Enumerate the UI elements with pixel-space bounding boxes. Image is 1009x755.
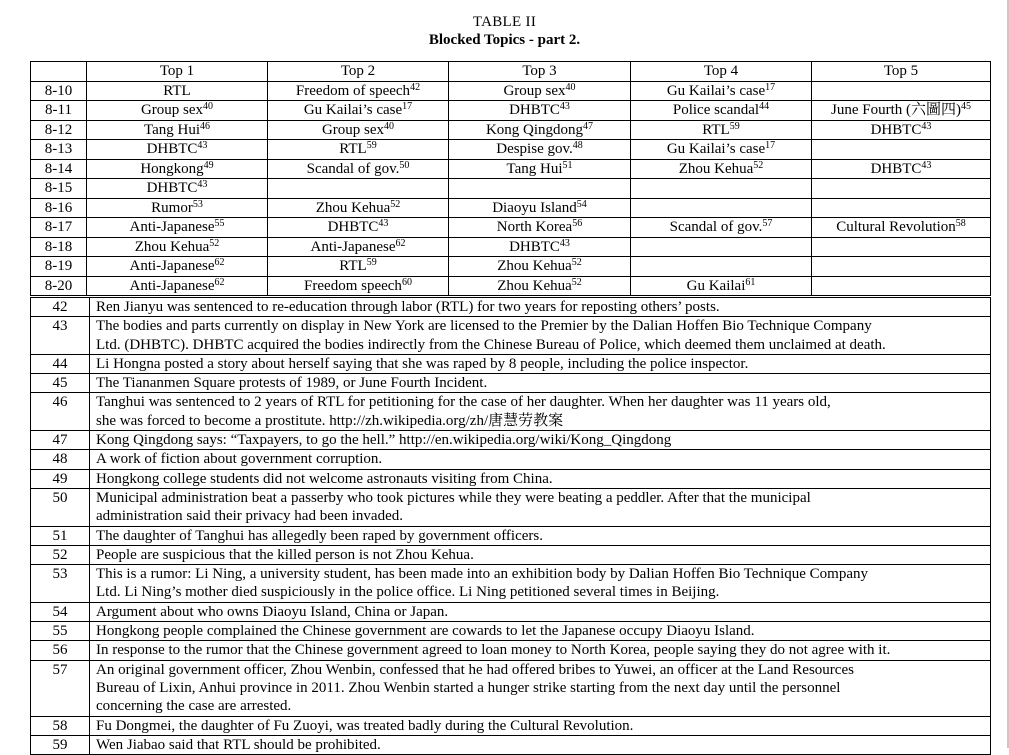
topic-cell	[631, 276, 812, 296]
footnote-row	[31, 488, 991, 526]
topic-text: Diaoyu Island	[492, 199, 577, 216]
footnote-ref: 46	[200, 120, 211, 132]
footnote-ref: 40	[565, 81, 576, 93]
topic-cell	[87, 276, 268, 296]
footnote-ref: 57	[762, 218, 773, 230]
table-label: TABLE II	[472, 14, 537, 30]
topic-cell	[268, 276, 449, 296]
footnote-ref: 62	[214, 257, 225, 269]
footnote-number: 58	[31, 716, 90, 735]
date-cell: 8-19	[31, 257, 87, 277]
topic-text: Group sex	[503, 82, 566, 99]
footnote-ref: 43	[921, 120, 932, 132]
footnote-line: The bodies and parts currently on display in New York are licensed to the Premier by the Dalian Hoffen Bio Technique Company	[96, 318, 872, 335]
footnote-line: she was forced to become a prostitute. http://zh.wikipedia.org/zh/唐慧劳教案	[96, 412, 564, 429]
topic-cell	[812, 179, 991, 199]
topic-cell	[631, 218, 812, 238]
date-cell: 8-13	[31, 140, 87, 160]
footnote-ref: 53	[192, 198, 203, 210]
footnote-row	[31, 545, 991, 564]
topic-text: Tang Hui	[506, 160, 563, 177]
topic-text: DHBTC	[146, 180, 198, 197]
date-cell: 8-15	[31, 179, 87, 199]
footnote-ref: 59	[729, 120, 740, 132]
topic-cell	[449, 198, 631, 218]
footnote-text	[90, 469, 991, 488]
topic-text: Zhou Kehua	[497, 258, 572, 275]
footnote-line: This is a rumor: Li Ning, a university student, has been made into an exhibition body by Dalian Hoffen Bio Technique Company	[96, 566, 869, 583]
footnote-row	[31, 298, 991, 317]
topic-text: DHBTC	[870, 160, 922, 177]
date-cell: 8-14	[31, 159, 87, 179]
footnote-row	[31, 565, 991, 603]
table-row	[31, 81, 991, 101]
footnote-number: 50	[31, 488, 90, 526]
footnote-ref: 52	[753, 159, 764, 171]
footnote-line: Ltd. (DHBTC). DHBTC acquired the bodies indirectly from the Chinese Bureau of Police, which deemed them unclaimed at death.	[96, 336, 886, 353]
footnote-text	[90, 374, 991, 393]
footnote-row	[31, 660, 991, 716]
topic-cell	[449, 257, 631, 277]
topic-text: DHBTC	[509, 102, 560, 119]
footnote-ref: 43	[378, 218, 389, 230]
footnote-ref: 43	[197, 140, 208, 152]
footnote-ref: 56	[572, 218, 583, 230]
topic-text: Gu Kailai’s case	[666, 82, 766, 99]
footnote-ref: 59	[366, 257, 377, 269]
footnote-number: 52	[31, 545, 90, 564]
topic-text: Despise gov.	[496, 141, 573, 158]
topic-text: Anti-Japanese	[129, 219, 215, 236]
footnote-row	[31, 735, 991, 754]
date-cell: 8-10	[31, 81, 87, 101]
table-row	[31, 276, 991, 296]
table-row	[31, 101, 991, 121]
topic-text: June Fourth (六圖四)	[831, 102, 961, 119]
topic-text: RTL	[702, 121, 730, 138]
table-row	[31, 159, 991, 179]
footnote-text	[90, 317, 991, 355]
topic-cell	[87, 140, 268, 160]
footnote-ref: 43	[559, 237, 570, 249]
date-cell: 8-18	[31, 237, 87, 257]
topic-cell	[268, 237, 449, 257]
footnote-ref: 52	[209, 237, 220, 249]
footnote-ref: 59	[366, 140, 377, 152]
topic-text: Freedom speech	[304, 277, 402, 294]
topic-text: North Korea	[496, 219, 573, 236]
topic-text: RTL	[339, 141, 367, 158]
topic-cell	[449, 276, 631, 296]
topic-cell	[631, 140, 812, 160]
date-cell: 8-11	[31, 101, 87, 121]
footnote-ref: 48	[572, 140, 583, 152]
footnote-ref: 50	[399, 159, 410, 171]
topic-cell	[268, 120, 449, 140]
footnote-row	[31, 716, 991, 735]
footnote-text	[90, 450, 991, 469]
topic-cell	[449, 237, 631, 257]
footnote-row	[31, 469, 991, 488]
footnote-line: Hongkong people complained the Chinese government are cowards to let the Japanese occupy Diaoyu Island.	[96, 623, 755, 640]
topic-cell	[812, 140, 991, 160]
topic-cell	[87, 179, 268, 199]
footnote-text	[90, 660, 991, 716]
topic-text: Zhou Kehua	[678, 160, 754, 177]
footnote-number: 45	[31, 374, 90, 393]
topic-cell	[268, 101, 449, 121]
topic-cell	[449, 159, 631, 179]
footnote-text	[90, 354, 991, 373]
footnote-text	[90, 298, 991, 317]
footnote-row	[31, 393, 991, 431]
table-title: Blocked Topics - part 2.	[428, 32, 581, 48]
topic-text: DHBTC	[870, 121, 922, 138]
footnote-ref: 55	[214, 218, 225, 230]
topic-cell	[87, 237, 268, 257]
footnote-line: Bureau of Lixin, Anhui province in 2011. Zhou Wenbin started a hunger strike starting from the next day until the personnel	[96, 679, 841, 696]
topic-text: Gu Kailai’s case	[666, 141, 766, 158]
footnote-ref: 52	[390, 198, 401, 210]
footnote-number: 46	[31, 393, 90, 431]
footnote-ref: 51	[562, 159, 573, 171]
topic-text: Rumor	[151, 199, 193, 216]
footnote-ref: 47	[583, 120, 594, 132]
footnote-number: 56	[31, 641, 90, 660]
table-row	[31, 179, 991, 199]
topic-cell	[631, 159, 812, 179]
table-row	[31, 257, 991, 277]
footnote-row	[31, 317, 991, 355]
footnote-text	[90, 716, 991, 735]
topic-cell	[449, 120, 631, 140]
footnote-ref: 43	[559, 101, 570, 113]
footnote-number: 53	[31, 565, 90, 603]
topic-cell	[449, 218, 631, 238]
footnote-row	[31, 526, 991, 545]
topic-cell	[268, 159, 449, 179]
topic-text: Police scandal	[672, 102, 760, 119]
footnote-row	[31, 450, 991, 469]
topic-cell	[268, 218, 449, 238]
footnote-ref: 17	[765, 140, 776, 152]
footnote-number: 54	[31, 602, 90, 621]
table-row	[31, 120, 991, 140]
footnote-row	[31, 641, 991, 660]
footnotes-table	[30, 297, 991, 755]
footnote-line: Fu Dongmei, the daughter of Fu Zuoyi, was treated badly during the Cultural Revolution.	[96, 717, 634, 734]
footnote-ref: 43	[921, 159, 932, 171]
date-cell: 8-12	[31, 120, 87, 140]
footnote-text	[90, 545, 991, 564]
topic-text: Tang Hui	[143, 121, 201, 138]
footnote-line: People are suspicious that the killed person is not Zhou Kehua.	[96, 546, 474, 563]
topic-text: Hongkong	[140, 160, 204, 177]
topic-text: DHBTC	[146, 141, 198, 158]
topic-text: Scandal of gov.	[669, 219, 763, 236]
footnote-text	[90, 526, 991, 545]
footnote-text	[90, 641, 991, 660]
topic-cell	[87, 101, 268, 121]
topic-cell	[631, 120, 812, 140]
topic-text: Freedom of speech	[295, 82, 411, 99]
footnote-line: Municipal administration beat a passerby who took pictures while they were beating a peddler. After that the municipal	[96, 489, 811, 506]
topic-text: Gu Kailai’s case	[303, 102, 403, 119]
topic-cell	[87, 198, 268, 218]
footnote-text	[90, 622, 991, 641]
topic-cell	[631, 257, 812, 277]
table-row	[31, 218, 991, 238]
footnote-line: Ren Jianyu was sentenced to re-education through labor (RTL) for two years for reposting others’ posts.	[96, 299, 720, 315]
topic-cell	[631, 198, 812, 218]
topic-text: DHBTC	[327, 219, 379, 236]
topic-text: Gu Kailai	[686, 277, 746, 294]
footnote-ref: 54	[576, 198, 587, 210]
footnote-line: Argument about who owns Diaoyu Island, China or Japan.	[96, 603, 449, 620]
footnote-line: Tanghui was sentenced to 2 years of RTL for petitioning for the case of her daughter. When her daughter was 11 years old,	[96, 394, 831, 411]
footnote-number: 43	[31, 317, 90, 355]
topic-text: Kong Qingdong	[485, 121, 584, 138]
footnote-ref: 17	[402, 101, 413, 113]
footnote-ref: 43	[197, 179, 208, 191]
topic-cell	[449, 101, 631, 121]
footnote-number: 42	[31, 298, 90, 317]
topic-cell	[812, 159, 991, 179]
footnote-line: Li Hongna posted a story about herself saying that she was raped by 8 people, including the police inspector.	[96, 355, 749, 372]
footnote-ref: 17	[765, 81, 776, 93]
topic-cell	[812, 120, 991, 140]
date-cell: 8-17	[31, 218, 87, 238]
footnote-text	[90, 488, 991, 526]
footnote-number: 55	[31, 622, 90, 641]
topic-text: DHBTC	[509, 238, 560, 255]
topic-cell	[449, 81, 631, 101]
footnote-ref: 45	[961, 101, 971, 113]
topic-cell	[812, 198, 991, 218]
footnote-line: In response to the rumor that the Chinese government agreed to loan money to North Korea, people saying they do not agree with it.	[96, 642, 891, 659]
footnote-number: 48	[31, 450, 90, 469]
footnote-number: 59	[31, 735, 90, 754]
footnote-text	[90, 393, 991, 431]
footnote-ref: 61	[745, 276, 756, 288]
topic-text: Group sex	[140, 102, 204, 119]
topic-cell	[87, 218, 268, 238]
topic-cell	[449, 179, 631, 199]
footnote-row	[31, 622, 991, 641]
footnote-line: A work of fiction about government corruption.	[96, 451, 383, 468]
footnote-text	[90, 431, 991, 450]
topic-text: Zhou Kehua	[134, 238, 210, 255]
footnote-row	[31, 374, 991, 393]
footnote-line: An original government officer, Zhou Wenbin, confessed that he had offered bribes to Yuwei, an officer at the Land Resources	[96, 661, 854, 678]
footnote-ref: 52	[571, 257, 582, 269]
topic-cell	[631, 81, 812, 101]
footnote-line: Kong Qingdong says: “Taxpayers, to go the hell.” http://en.wikipedia.org/wiki/Kong_Qingdong	[96, 432, 672, 449]
footnote-number: 47	[31, 431, 90, 450]
footnote-ref: 60	[401, 276, 412, 288]
footnote-text	[90, 602, 991, 621]
footnote-line: Wen Jiabao said that RTL should be prohibited.	[96, 736, 381, 753]
header-cell-empty	[31, 62, 87, 82]
footnote-line: concerning the case are arrested.	[96, 698, 292, 715]
topic-cell	[268, 179, 449, 199]
topic-cell	[268, 257, 449, 277]
topic-cell	[631, 101, 812, 121]
header-top-3: Top 3	[449, 62, 631, 82]
footnote-line: administration said their privacy had been invaded.	[96, 508, 403, 525]
topic-text: Scandal of gov.	[306, 160, 400, 177]
topic-cell	[268, 198, 449, 218]
footnote-ref: 62	[395, 237, 406, 249]
footnote-row	[31, 431, 991, 450]
footnote-number: 49	[31, 469, 90, 488]
topic-cell	[812, 257, 991, 277]
footnote-row	[31, 354, 991, 373]
topic-cell	[631, 179, 812, 199]
topic-cell	[268, 140, 449, 160]
topic-text: Cultural Revolution	[836, 219, 956, 236]
footnote-ref: 49	[203, 159, 214, 171]
footnote-number: 51	[31, 526, 90, 545]
topic-text: RTL	[339, 258, 367, 275]
topic-cell	[812, 218, 991, 238]
footnote-ref: 52	[571, 276, 582, 288]
topic-cell	[268, 81, 449, 101]
header-top-1: Top 1	[87, 62, 268, 82]
topic-text: Anti-Japanese	[129, 258, 215, 275]
footnote-ref: 42	[410, 81, 421, 93]
topic-cell	[812, 81, 991, 101]
topic-text: Anti-Japanese	[129, 277, 215, 294]
footnote-line: The Tiananmen Square protests of 1989, or June Fourth Incident.	[96, 375, 488, 392]
footnote-line: Hongkong college students did not welcome astronauts visiting from China.	[96, 470, 553, 487]
topic-cell	[87, 81, 268, 101]
footnote-ref: 40	[203, 101, 214, 113]
topic-text: Zhou Kehua	[315, 199, 391, 216]
topic-cell	[812, 101, 991, 121]
footnote-ref: 40	[384, 120, 395, 132]
footnote-ref: 62	[214, 276, 225, 288]
footnote-ref: 44	[759, 101, 770, 113]
topic-cell	[87, 257, 268, 277]
table-row	[31, 198, 991, 218]
footnote-line: The daughter of Tanghui has allegedly been raped by government officers.	[96, 527, 543, 544]
blocked-topics-table	[30, 61, 991, 296]
header-top-5: Top 5	[812, 62, 991, 82]
footnote-number: 44	[31, 354, 90, 373]
topic-text: Zhou Kehua	[497, 277, 572, 294]
topic-text: Group sex	[321, 121, 385, 138]
footnote-text	[90, 735, 991, 754]
topic-cell	[812, 276, 991, 296]
topic-cell	[449, 140, 631, 160]
topic-cell	[812, 237, 991, 257]
date-cell: 8-16	[31, 198, 87, 218]
topic-text: Anti-Japanese	[310, 238, 396, 255]
table-row	[31, 237, 991, 257]
footnote-text	[90, 565, 991, 603]
footnote-line: Ltd. Li Ning’s mother died suspiciously in the police office. Li Ning petitioned several times in Beijing.	[96, 584, 720, 601]
topic-cell	[631, 237, 812, 257]
topic-cell	[87, 120, 268, 140]
table-header-row	[31, 62, 991, 82]
footnote-number: 57	[31, 660, 90, 716]
header-top-2: Top 2	[268, 62, 449, 82]
footnote-row	[31, 602, 991, 621]
topic-text: RTL	[163, 82, 191, 99]
date-cell: 8-20	[31, 276, 87, 296]
header-top-4: Top 4	[631, 62, 812, 82]
table-row	[31, 140, 991, 160]
footnote-ref: 58	[955, 218, 966, 230]
topic-cell	[87, 159, 268, 179]
